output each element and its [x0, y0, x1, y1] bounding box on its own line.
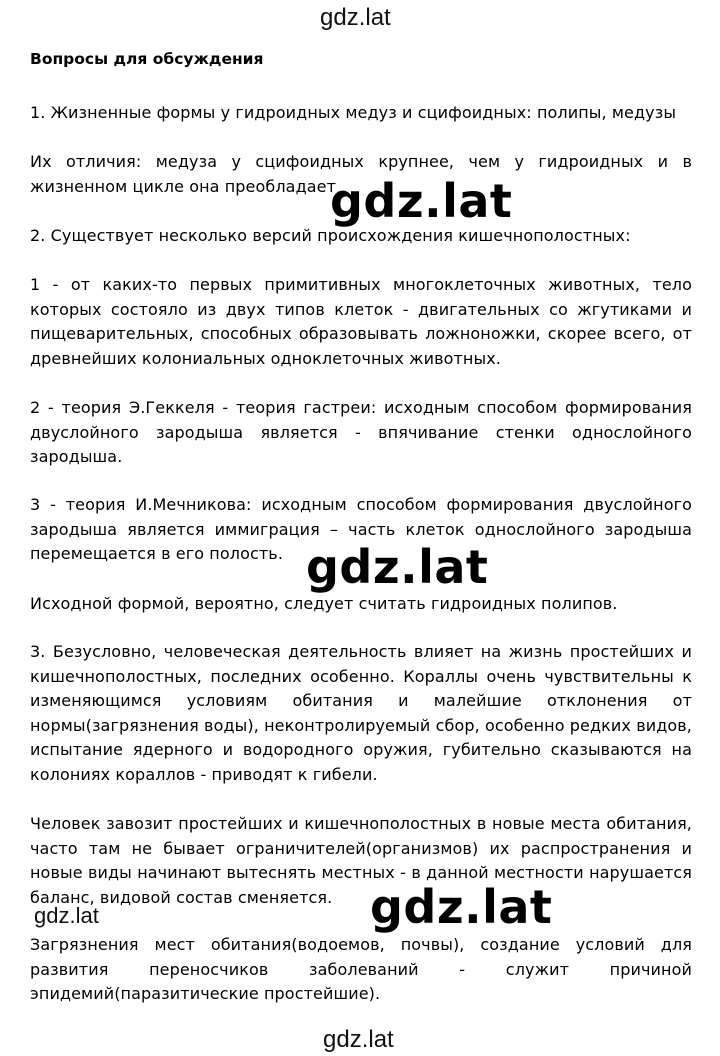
- paragraph-2: Их отличия: медуза у сцифоидных крупнее, чем у гидроидных и в жизненном цикле она преобладает: [30, 152, 692, 196]
- paragraph-5: 2 - теория Э.Геккеля - теория гастреи: исходным способом формирования двуслойного зародыша является - впячивание стенки однослойного зародыша.: [30, 398, 692, 466]
- paragraph-4: 1 - от каких-то первых примитивных многоклеточных животных, тело которых состояло из двух типов клеток - двигательных со жгутиками и пищеварительных, способных образовывать ложноножки, скорее всего, от древнейших колониальных одноклеточных животных.: [30, 275, 692, 368]
- page-title: Вопросы для обсуждения: [30, 50, 264, 68]
- paragraph-7: Исходной формой, вероятно, следует считать гидроидных полипов.: [30, 594, 618, 613]
- paragraph-1: 1. Жизненные формы у гидроидных медуз и сцифоидных: полипы, медузы: [30, 103, 677, 122]
- paragraph-6: 3 - теория И.Мечникова: исходным способом формирования двуслойного зародыша является иммиграция – часть клеток однослойного зародыша перемещается в его полость.: [30, 495, 692, 563]
- watermark-large-2: gdz.lat: [306, 540, 489, 594]
- paragraph-8: 3. Безусловно, человеческая деятельность влияет на жизнь простейших и кишечнополостных, последних особенно. Кораллы очень чувствительны к изменяющимся условиям обитания и малейшие отклонения от нормы(загрязнения воды), неконтролируемый сбор, особенно редких видов, испытание ядерного и водородного оружия, губительно сказываются на колониях кораллов - приводят к гибели.: [30, 642, 692, 784]
- watermark-left: gdz.lat: [34, 903, 99, 928]
- paragraph-10: Загрязнения мест обитания(водоемов, почвы), создание условий для развития переносчиков заболеваний - служит причиной эпидемий(паразитические простейшие).: [30, 935, 692, 1003]
- watermark-large-1: gdz.lat: [330, 174, 513, 228]
- watermark-bottom: gdz.lat: [323, 1026, 394, 1053]
- watermark-top: gdz.lat: [320, 4, 391, 31]
- paragraph-9: Человек завозит простейших и кишечнополостных в новые места обитания, часто там не бывает ограничителей(организмов) их распространения и новые виды начинают вытеснять местных - в данной местности нарушается баланс, видовой состав сменяется.: [30, 814, 692, 907]
- watermark-large-3: gdz.lat: [370, 880, 553, 934]
- paragraph-3: 2. Существует несколько версий происхождения кишечнополостных:: [30, 226, 631, 245]
